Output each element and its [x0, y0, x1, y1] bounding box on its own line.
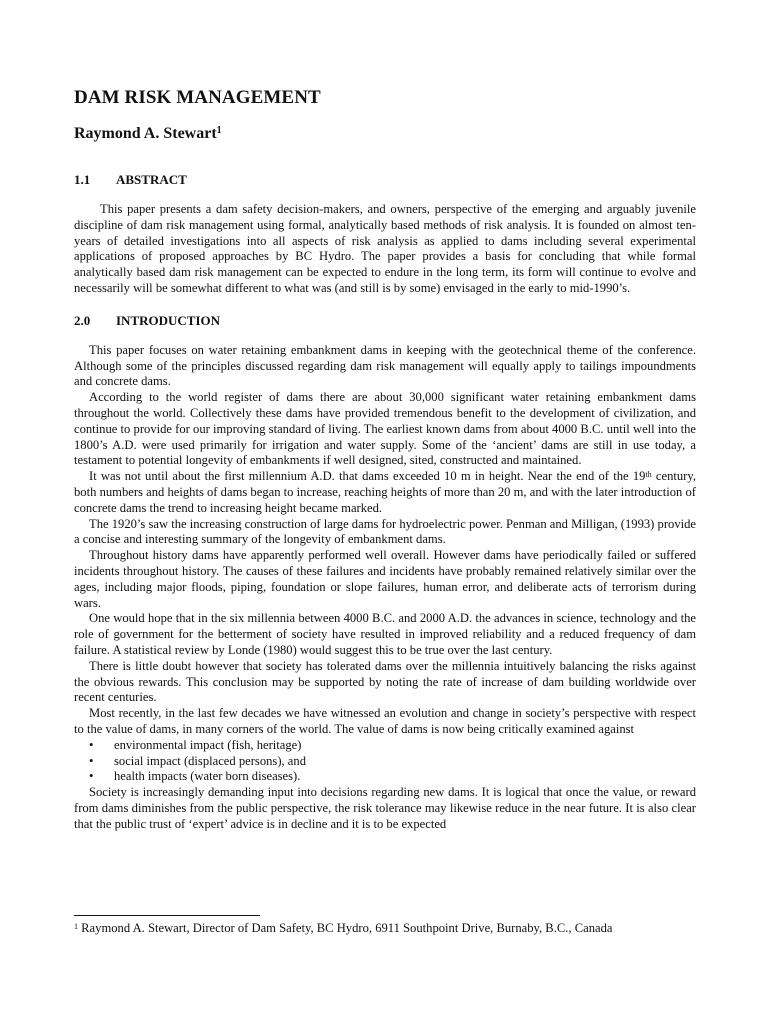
author-name: Raymond A. Stewart	[74, 125, 217, 142]
superscript-th: th	[645, 470, 652, 480]
list-item	[89, 754, 696, 770]
bullet-text: environmental impact (fish, heritage)	[114, 737, 302, 752]
intro-paragraph-4: The 1920’s saw the increasing construction of large dams for hydroelectric power. Penman and Milligan, (1993) provide a concise and interesting summary of the longevity of embankment dams.	[74, 516, 696, 547]
impact-bullet-list	[74, 738, 696, 785]
bullet-text: health impacts (water born diseases).	[114, 769, 301, 784]
abstract-paragraph: This paper presents a dam safety decision-makers, and owners, perspective of the emerging and arguably juvenile discipline of dam risk management using formal, analytically based methods of risk analysis. It is founded on almost ten-years of detailed investigations into all aspects of risk analysis as applied to dams including several experimental applications of proposed approaches by BC Hydro. The paper provides a basis for concluding that while formal analytically based dam risk management can be expected to endure in the long term, its form will continue to evolve and necessarily will be somewhat different to what was (and still is by some) envisaged in the early to mid-1990’s.	[74, 202, 696, 295]
intro-paragraph-2: According to the world register of dams there are about 30,000 significant water retaining embankment dams throughout the world. Collectively these dams have provided tremendous benefit to the development of civilization, and continue to provide for our improving standard of living. The earliest known dams from about 4000 B.C. until well into the 1800’s A.D. were used primarily for irrigation and water supply. Some of the ‘ancient’ dams are still in use today, a testament to potential longevity of embankments if well designed, sited, constructed and maintained.	[74, 390, 696, 468]
footnote-divider	[74, 915, 260, 916]
intro-paragraph-7: There is little doubt however that society has tolerated dams over the millennia intuitively balancing the risks against the obvious rewards. This conclusion may be supported by noting the rate of increase of dam building worldwide over recent centuries.	[74, 658, 696, 705]
intro-paragraph-1: This paper focuses on water retaining embankment dams in keeping with the geotechnical theme of the conference. Although some of the principles discussed regarding dam risk management will equally apply to tailings impoundments and concrete dams.	[74, 342, 696, 389]
bullet-text: social impact (displaced persons), and	[114, 753, 306, 768]
list-item	[89, 769, 696, 785]
intro-paragraph-9: Society is increasingly demanding input into decisions regarding new dams. It is logical that once the value, or reward from dams diminishes from the public perspective, the risk tolerance may likewise reduce in the near future. It is also clear that the public trust of ‘expert’ advice is in decline and it is to be expected	[74, 785, 696, 831]
intro-paragraph-5: Throughout history dams have apparently performed well overall. However dams have periodically failed or suffered incidents throughout history. The causes of these failures and incidents have probably remained relatively similar over the ages, including major floods, piping, foundation or slope failures, human error, and deliberate acts of terrorism during wars.	[74, 548, 696, 610]
intro-paragraph-3-part-a: It was not until about the first millennium A.D. that dams exceeded 10 m in height. Near the end of the 19	[89, 469, 646, 484]
footnote-marker: 1	[74, 922, 78, 931]
abstract-heading	[74, 172, 696, 188]
abstract-heading-text: ABSTRACT	[116, 172, 187, 187]
intro-paragraph-6: One would hope that in the six millennia between 4000 B.C. and 2000 A.D. the advances in science, technology and the role of government for the betterment of society have resulted in improved reliability and a reduced frequency of dam failure. A statistical review by Londe (1980) would suggest this to be true over the last century.	[74, 611, 696, 657]
introduction-body	[74, 343, 696, 833]
page-body	[74, 86, 696, 832]
bullet-icon: •	[89, 737, 94, 752]
intro-paragraph-3-part-b: century, both numbers and heights of dams began to increase, reaching heights of more than 20 m, and with the later introduction of concrete dams the trend to increasing height became marked.	[74, 469, 696, 515]
introduction-section-number: 2.0	[74, 312, 91, 328]
author-footnote-marker[interactable]: 1	[216, 125, 222, 136]
bullet-icon: •	[89, 769, 94, 784]
paper-title: DAM RISK MANAGEMENT	[74, 87, 321, 108]
intro-paragraph-3	[74, 469, 696, 516]
footnote	[74, 921, 714, 936]
introduction-heading-text: INTRODUCTION	[116, 312, 221, 328]
intro-paragraph-8: Most recently, in the last few decades we have witnessed an evolution and change in society’s perspective with respect to the value of dams, in many corners of the world. The value of dams is now being critically examined against	[74, 706, 696, 736]
list-item	[89, 738, 696, 754]
bullet-icon: •	[89, 753, 94, 768]
introduction-heading	[74, 313, 696, 329]
abstract-section-number: 1.1	[74, 172, 91, 187]
author-line	[74, 124, 696, 144]
footnote-text: Raymond A. Stewart, Director of Dam Safety, BC Hydro, 6911 Southpoint Drive, Burnaby, B.C., Canada	[81, 921, 613, 935]
